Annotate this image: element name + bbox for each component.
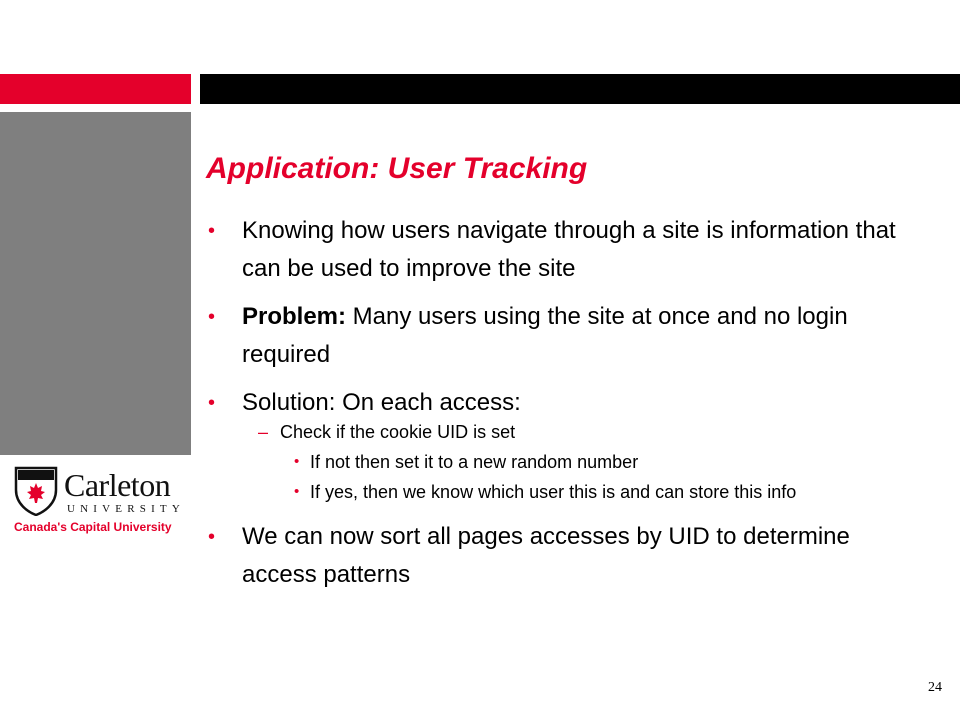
sub-sub-bullet-item: [206, 450, 906, 474]
bullet-text: Solution: On each access:: [242, 389, 521, 416]
bullet-dot-icon: •: [294, 453, 300, 470]
dash-icon: –: [258, 422, 269, 442]
header-red-bar: [0, 74, 191, 104]
sub-sub-bullet-item: [206, 480, 906, 504]
bullet-item: [206, 298, 906, 374]
sub-sub-bullet-text: If yes, then we know which user this is and can store this info: [310, 482, 797, 502]
bullet-dot-icon: •: [294, 483, 300, 500]
bullet-text: We can now sort all pages accesses by UID to determine access patterns: [242, 523, 850, 588]
header-black-bar: [200, 74, 960, 104]
bullet-dot-icon: •: [208, 220, 216, 242]
page-number: 24: [928, 680, 942, 695]
sub-bullet-item: [206, 420, 906, 444]
bullet-text: Many users using the site at once and no login required: [242, 303, 848, 368]
bullet-item: [206, 518, 906, 594]
sub-bullet-text: Check if the cookie UID is set: [280, 422, 516, 442]
bullet-lead: Problem:: [242, 303, 347, 330]
bullet-item: [206, 212, 906, 288]
sub-sub-bullet-text: If not then set it to a new random number: [310, 452, 639, 472]
logo-subtitle: UNIVERSITY: [67, 503, 185, 515]
bullet-item: [206, 384, 906, 422]
bullet-text: Knowing how users navigate through a site is information that can be used to improve the site: [242, 217, 896, 282]
bullet-dot-icon: •: [208, 392, 216, 414]
bullet-dot-icon: •: [208, 306, 216, 328]
logo-tagline: Canada's Capital University: [14, 520, 172, 534]
slide-content: [206, 212, 906, 604]
slide-title: Application: User Tracking: [206, 152, 588, 185]
crest-icon: [14, 466, 58, 516]
carleton-logo: [14, 466, 184, 536]
logo-wordmark: Carleton: [64, 467, 171, 503]
side-gray-panel: [0, 112, 191, 455]
bullet-dot-icon: •: [208, 526, 216, 548]
